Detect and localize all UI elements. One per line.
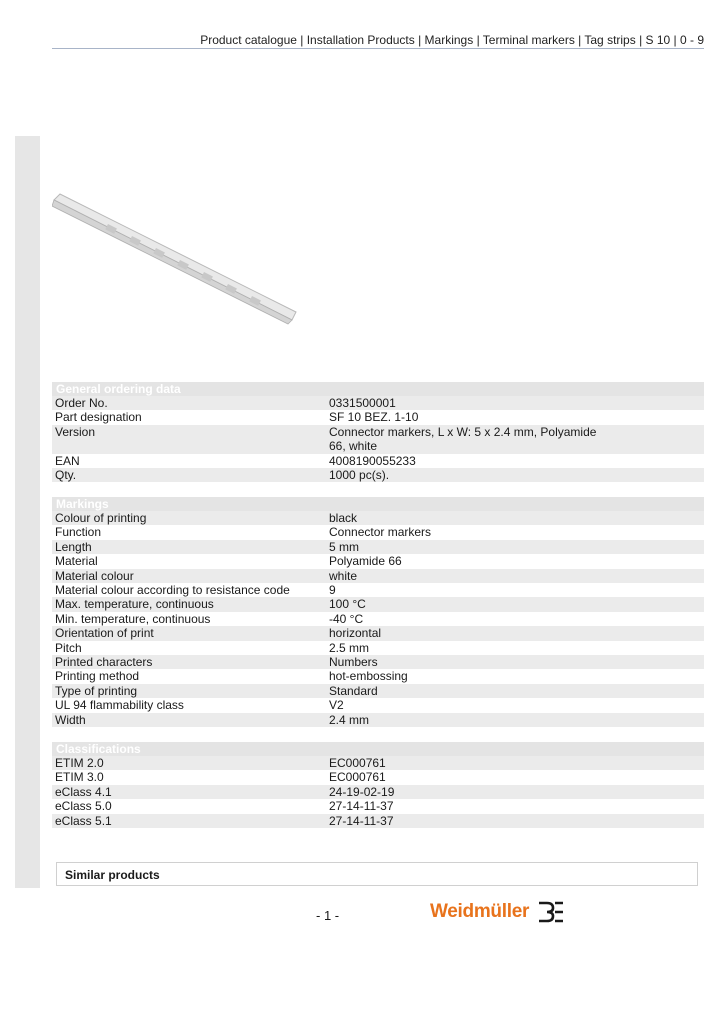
row-key: Order No. — [55, 396, 108, 410]
section-title: Classifications — [52, 742, 704, 756]
row-value: 100 °C — [329, 597, 366, 612]
row-key: Function — [55, 525, 102, 540]
table-row — [52, 583, 704, 597]
table-row — [52, 684, 704, 698]
row-key: eClass 5.1 — [55, 813, 112, 828]
row-value: hot-embossing — [329, 669, 408, 684]
row-value: Polyamide 66 — [329, 554, 402, 569]
table-row — [52, 410, 704, 424]
row-key: Part designation — [55, 410, 142, 425]
row-value: 27-14-11-37 — [329, 799, 394, 814]
row-value: 5 mm — [329, 539, 359, 554]
row-key: Type of printing — [55, 683, 138, 698]
table-row — [52, 554, 704, 568]
row-key: eClass 4.1 — [55, 784, 112, 799]
row-value: Connector markers — [329, 525, 432, 540]
breadcrumb: Product catalogue | Installation Products | Markings | Terminal markers | Tag strips | S 10 | 0 - 9 — [200, 33, 704, 47]
row-value: SF 10 BEZ. 1-10 — [329, 410, 419, 425]
side-bar — [15, 136, 40, 888]
section-general-ordering — [52, 382, 704, 482]
row-key: eClass 5.0 — [55, 799, 112, 814]
section-markings — [52, 497, 704, 727]
table-row — [52, 713, 704, 727]
row-key: Width — [55, 712, 86, 727]
table-row — [52, 612, 704, 626]
row-value: Numbers — [329, 655, 378, 670]
table-row — [52, 698, 704, 712]
row-value: V2 — [329, 698, 344, 713]
classifications-rows — [52, 756, 704, 828]
table-row — [52, 525, 704, 539]
brand-logo — [430, 900, 565, 924]
row-value: Connector markers, L x W: 5 x 2.4 mm, Polyamide 66, white — [329, 424, 597, 454]
row-value: EC000761 — [329, 756, 386, 770]
row-value: 2.5 mm — [329, 640, 370, 655]
page-number: - 1 - — [316, 908, 340, 923]
table-row — [52, 770, 704, 784]
table-row — [52, 756, 704, 770]
row-key: Printing method — [55, 669, 140, 684]
row-value: 24-19-02-19 — [329, 784, 395, 799]
table-row — [52, 396, 704, 410]
row-value: 4008190055233 — [329, 453, 416, 468]
row-key: Material colour according to resistance code — [55, 583, 290, 598]
row-value: Standard — [329, 683, 378, 698]
table-row — [52, 425, 704, 454]
product-image — [52, 190, 302, 325]
row-key: Material colour — [55, 568, 134, 583]
table-row — [52, 669, 704, 683]
row-value: 1000 pc(s). — [329, 468, 390, 483]
section-title: Markings — [52, 497, 704, 511]
row-key: Qty. — [55, 468, 77, 483]
row-key: ETIM 2.0 — [55, 756, 104, 770]
row-value: -40 °C — [329, 611, 364, 626]
row-value: 2.4 mm — [329, 712, 370, 727]
table-row — [52, 569, 704, 583]
row-value: 0331500001 — [329, 396, 396, 410]
row-key: Material — [55, 554, 98, 569]
markings-rows — [52, 511, 704, 727]
row-key: Min. temperature, continuous — [55, 611, 211, 626]
row-key: Printed characters — [55, 655, 153, 670]
row-key: Max. temperature, continuous — [55, 597, 214, 612]
row-key: Orientation of print — [55, 626, 154, 641]
table-row — [52, 799, 704, 813]
row-key: EAN — [55, 453, 80, 468]
row-value: black — [329, 511, 358, 525]
row-key: UL 94 flammability class — [55, 698, 184, 713]
table-row — [52, 785, 704, 799]
row-key: Pitch — [55, 640, 82, 655]
header-rule — [52, 48, 704, 49]
table-row — [52, 540, 704, 554]
section-classifications — [52, 742, 704, 828]
table-row — [52, 655, 704, 669]
logo-text: Weidmüller — [430, 901, 530, 922]
row-key: ETIM 3.0 — [55, 770, 104, 785]
section-title: General ordering data — [52, 382, 704, 396]
table-row — [52, 814, 704, 828]
table-row — [52, 454, 704, 468]
table-row — [52, 641, 704, 655]
table-row — [52, 511, 704, 525]
table-row — [52, 468, 704, 482]
row-value: 9 — [329, 583, 336, 598]
weidmuller-mark-icon — [537, 900, 565, 924]
row-value: horizontal — [329, 626, 382, 641]
row-value: EC000761 — [329, 770, 386, 785]
row-key: Version — [55, 424, 96, 439]
table-row — [52, 597, 704, 611]
row-value: white — [329, 568, 358, 583]
row-key: Colour of printing — [55, 511, 147, 525]
ordering-rows — [52, 396, 704, 482]
row-value: 27-14-11-37 — [329, 813, 394, 828]
row-key: Length — [55, 539, 92, 554]
table-row — [52, 626, 704, 640]
similar-products-button[interactable]: Similar products — [56, 862, 698, 886]
